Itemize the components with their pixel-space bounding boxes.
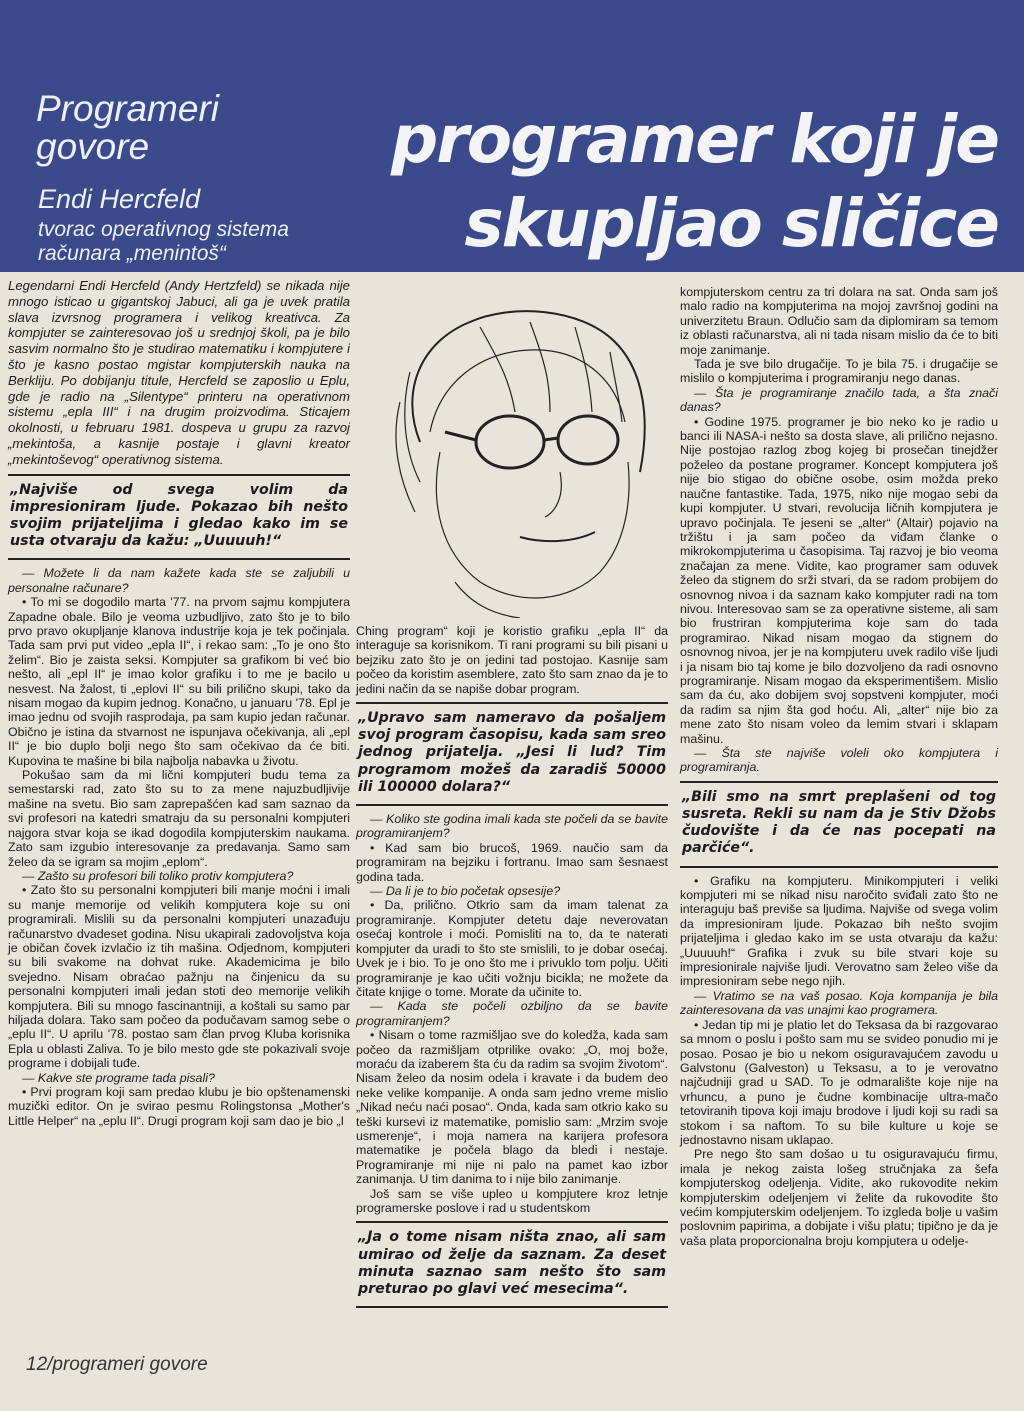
answer-paragraph: • Da, prilično. Otkrio sam da imam talenat za programiranje. Kompjuter detetu daje neverovatan osećaj kontrole i moći. Pomisliti na to, da te naterati kompjuter da uradi to što ste smislili, to je dobar osećaj. Uvek je i bio. To je ono što me i privuklo tom polju. Učiti programiranje je kao učiti vožnju bicikla; ne možete da čitate knjige o tome. Morate da učinite to. <box>356 898 668 999</box>
page-folio: 12/programeri govore <box>26 1354 208 1375</box>
question: — Šta je programiranje značilo tada, a šta znači danas? <box>680 385 998 415</box>
answer-paragraph: • Zato što su personalni kompjuteri bili manje moćni i imali su manje memorije od velikih kompjutera koje su oni programirali. Mislili su da personalni kompjuteri unazađuju računarstvo dvadeset godina. Nisu ukapirali zadovoljstva koja je običan čovek izvlačio iz tih mašina. Odjednom, kompjuteri su bili svakome na dohvat ruke. Akademicima je bilo svejedno. Nisam obraćao pažnju na činjenicu da su personalni kompjuteri imali jedan stoti deo memorije velikih kompjutera. Bili su mnogo fascinantniji, a koštali su samo par hiljada dolara. Tako sam počeo da podučavam samog sebe o „eplu II“. U aprilu '78. postao sam član prvog Kluba korisnika Epla u oblasti Zaliva. To je bilo mesto gde ste pokazivali svoje programe i dobijali tuđe. <box>8 883 350 1071</box>
column-left <box>8 278 350 1128</box>
pull-quote: „Najviše od svega volim da impresioniram ljude. Pokazao bih nešto svojim prijateljima i gledao kako im se usta otvaraju da kažu: „Uuuuuh!“ <box>8 474 350 561</box>
author-role: tvorac operativnog sistema računara „menintoš“ <box>38 218 289 265</box>
question: — Šta ste najviše voleli oko kompjutera i programiranja. <box>680 746 998 775</box>
pull-quote: „Ja o tome nisam ništa znao, ali sam umirao od želje da saznam. Za deset minuta saznao sam nešto što sam preturao po glavi već mesecima“. <box>356 1221 668 1308</box>
body-paragraph: Pre nego što sam došao u tu osiguravajuću firmu, imala je nekog zaista lošeg stručnjaka za šefa kompjuterskog odeljenja. Vidite, ako rukovodite nekim kompjuterskim odeljenjem vi želite da rukovodite što većim kompjuterskim odeljenjem. To izgleda bolje u vašim poslovnim papirima, a dobijate i višu platu; tipično je da je vaša plata proporcionalna broju kompjutera u odelje- <box>680 1147 998 1248</box>
portrait-sketch-icon <box>360 282 670 618</box>
answer-paragraph: • Grafiku na kompjuteru. Minikompjuteri i veliki kompjuteri mi se nikad nisu naročito sviđali zato što ne interaguju baš previše sa ljudima. Najviše od svega volim da impresioniram ljude. Pokazao bih nešto svojim prijateljima i gledao kako im se usta otvaraju da kažu: „Uuuuuh!“ Grafika i zvuk su bile stvari koje su impresionirale najviše ljudi. Verovatno sam želeo više da impresioniram sebe nego njih. <box>680 873 998 989</box>
body-paragraph: Tada je sve bilo drugačije. To je bila 75. i drugačije se mislilo o kompjuterima i programiranju nego danas. <box>680 357 998 386</box>
author-name: Endi Hercfeld <box>38 184 201 214</box>
body-paragraph: Pokušao sam da mi lični kompjuteri budu tema za semestarski rad, zato što su to za mene najuzbudljivije mašine na svetu. Bio sam zaprepašćen kad sam saznao da svi profesori na katedri smatraju da su personalni kompjuteri najgora stvar koja se ikad dogodila kompjuterskim naukama. Zato sam izgubio interesovanje za predavanja. Samo sam želeo da se igram sa mojim „eplom“. <box>8 768 350 869</box>
answer-paragraph: • Kad sam bio brucoš, 1969. naučio sam da programiram na bejziku i fortranu. Imao sam šesnaest godina tada. <box>356 840 668 884</box>
lead-paragraph: Legendarni Endi Hercfeld (Andy Hertzfeld) se nikada nije mnogo isticao u gigantskoj Jabuci, ali ga je uvek pratila slava izvrsnog programera i velikog kreativca. Za kompjuter se zainteresovao još u srednjoj školi, pa je bilo sasvim normalno što je studirao matematiku i kompjutere i što je kasno postao mgistar kompjuterskih nauka na Berkliju. Po dobijanju titule, Hercfeld se zaposlio u Eplu, gde je radio na „Silentype“ printeru na operativnom sistemu „epla III“ i na drugim proizvodima. Sticajem okolnosti, u februaru 1981. dospeva u grupu za razvoj „mekintoša, a kasnije postaje i glavni kreator „mekintoševog“ operativnog sistema. <box>8 278 350 467</box>
answer-paragraph: • Jedan tip mi je platio let do Teksasa da bi razgovarao sa mnom o poslu i pošto sam mu se svideo ponudio mi je posao. Posao je bio u nekom osiguravajućem zavodu u Galvstonu (Galveston) u Teksasu, a to je verovatno najčudniji grad u SAD. To je odmaralište koje nije na vrhuncu, a puno je čudne kombinacije ultra-mačo tetoviranih tipova koji imaju brodove i ljudi koji su radi sa stokom i sa naftom. To su bile kulture u koje se jednostavno nisam uklapao. <box>680 1017 998 1147</box>
question: — Koliko ste godina imali kada ste počeli da se bavite programiranjem? <box>356 812 668 841</box>
answer-paragraph: • Prvi program koji sam predao klubu je bio opštenamenski muzički editor. On je svirao pesmu Rolingstonsa „Mother's Little Helper“ na „eplu II“. Drugi program koji sam dao je bio „I <box>8 1085 350 1128</box>
answer-paragraph: • Godine 1975. programer je bio neko ko je radio u banci ili NASA-i nešto sa dosta slave, ali prilično nejasno. Nije postojao razlog zbog kojeg bi prosečan tinejdžer poželeo da postane programer. Koncept kompjutera još nije bio stigao do obične osobe, osim možda preko naučne fantastike. Tada, 1975, niko nije mogao sebi da kupi kompjuter. U stvari, revolucija ličnih kompjutera je upravo počinjala. Te jeseni se „alter“ (Altair) pojavio na tržištu i ja sam počeo da viđam članke o mikrokompjuterima u časopisima. Taj razvoj je bio veoma značajan za mene. Vidite, kao programer sam oduvek želeo da stignem do srži stvari, da se radom probijem do osnovnog nivoa i da saznam kako kompjuter radi na tom nivou. Interesovao sam se za operativne sisteme, ali sam bio frustriran kompjuterima koje sam do tada programirao. Nikad nisam mogao da stignem do osnovnog nivoa, jer je na kompjuteru uvek radilo više ljudi i ja nisam bio taj kome je bilo dozvoljeno da radi osnovno programiranje. Nisam mogao da eksperimentišem. Mislio sam da ću, ako dobijem svoj sopstveni kompjuter, moći da radim sa njim šta god hoću. Ali, „alter“ nije bio za mene zato što nisam voleo da lemim stvari i sklapam mašinu. <box>680 414 998 746</box>
answer-paragraph: • Nisam o tome razmišljao sve do koledža, kada sam počeo da razmišljam otprilike ovako: „O, moj bože, moraću da izaberem šta ću da radim sa svojim životom“. Nisam želeo da nosim odela i kravate i da budem deo neke velike kompanije. A onda sam jedno vreme mislio „Nikad neću naći posao“. Onda, kada sam otkrio kako su teški kursevi iz matematike, pomislio sam: „Mrzim svoje usmerenje“, i moja namera na karijera profesora matematike je počela blago da bledi i nestaje. Programiranje mi nije ni palo na pamet kao izbor zanimanja. U tim danima to i nije bilo zanimanje. <box>356 1028 668 1187</box>
pull-quote: „Upravo sam nameravo da pošaljem svoj program časopisu, kada sam sreo jednog prijatelja. „Jesi li lud? Tim programom možeš da zaradiš 50000 ili 100000 dolara?“ <box>356 702 668 806</box>
article-headline: programer koji je skupljao sličice <box>390 101 998 262</box>
header-banner <box>0 0 1024 272</box>
question: — Zašto su profesori bili toliko protiv kompjutera? <box>22 868 294 883</box>
question: — Kada ste počeli ozbiljno da se bavite programiranjem? <box>356 999 668 1028</box>
body-paragraph: Još sam se više upleo u kompjutere kroz letnje programerske poslove i rad u studentskom <box>356 1186 668 1216</box>
body-paragraph: kompjuterskom centru za tri dolara na sat. Onda sam još malo radio na kompjuterima na mojoj završnoj godini na univerzitetu Braun. Odlučio sam da diplomiram sa temom iz oblasti računarstva, ali ni tada nisam mislio da će to biti moje zanimanje. <box>680 285 998 357</box>
column-middle <box>356 624 668 1314</box>
column-right <box>680 285 998 1248</box>
question: — Vratimo se na vaš posao. Koja kompanija je bila zainteresovana da vas unajmi kao programera. <box>680 988 998 1018</box>
question: — Možete li da nam kažete kada ste se zaljubili u personalne računare? <box>8 566 350 595</box>
question: — Kakve ste programe tada pisali? <box>22 1070 215 1085</box>
pull-quote: „Bili smo na smrt preplašeni od tog susreta. Rekli su nam da je Stiv Džobs čudovište i da će nas pocepati na parčiće“. <box>680 781 998 868</box>
section-kicker: Programeri govore <box>36 88 219 167</box>
answer-paragraph: • To mi se dogodilo marta '77. na prvom sajmu kompjutera Zapadne obale. Bilo je veoma uzbudljivo, zato što je to bilo prvo pravo okupljanje klanova industrije koja je tek počinjala. Tada sam prvi put video „epla II“, i rekao sam: „To je ono što želim“. Bio je zaista seksi. Kompjuter sa grafikom bi već bio nešto, ali „epl II“ je imao kolor grafiku i to me je bacilo u nesvest. Na žalost, ti „eplovi II“ su bili prilično skupi, tako da nisam mogao da kupim jednog. Konačno, u januaru '78. Epl je imao jednu od svojih rasprodaja, pa sam kupio jedan računar. Obično je istina da stvarnost ne ispunjava očekivanja, ali „epl II“ je bio duplo bolji nego što sam očekivao da će biti. Kupovina te mašine bi bila najbolja nabavka u životu. <box>8 595 350 768</box>
body-paragraph: Ching program“ koji je koristio grafiku „epla II“ da interaguje sa korisnikom. Ti rani programi su bili pisani u bejziku zato što je on jedini tad postojao. Kasnije sam počeo da koristim asemblere, zato što sam znao da je to jedini način da se napiše dobar program. <box>356 624 668 696</box>
question: — Da li je to bio početak opsesije? <box>370 884 561 899</box>
